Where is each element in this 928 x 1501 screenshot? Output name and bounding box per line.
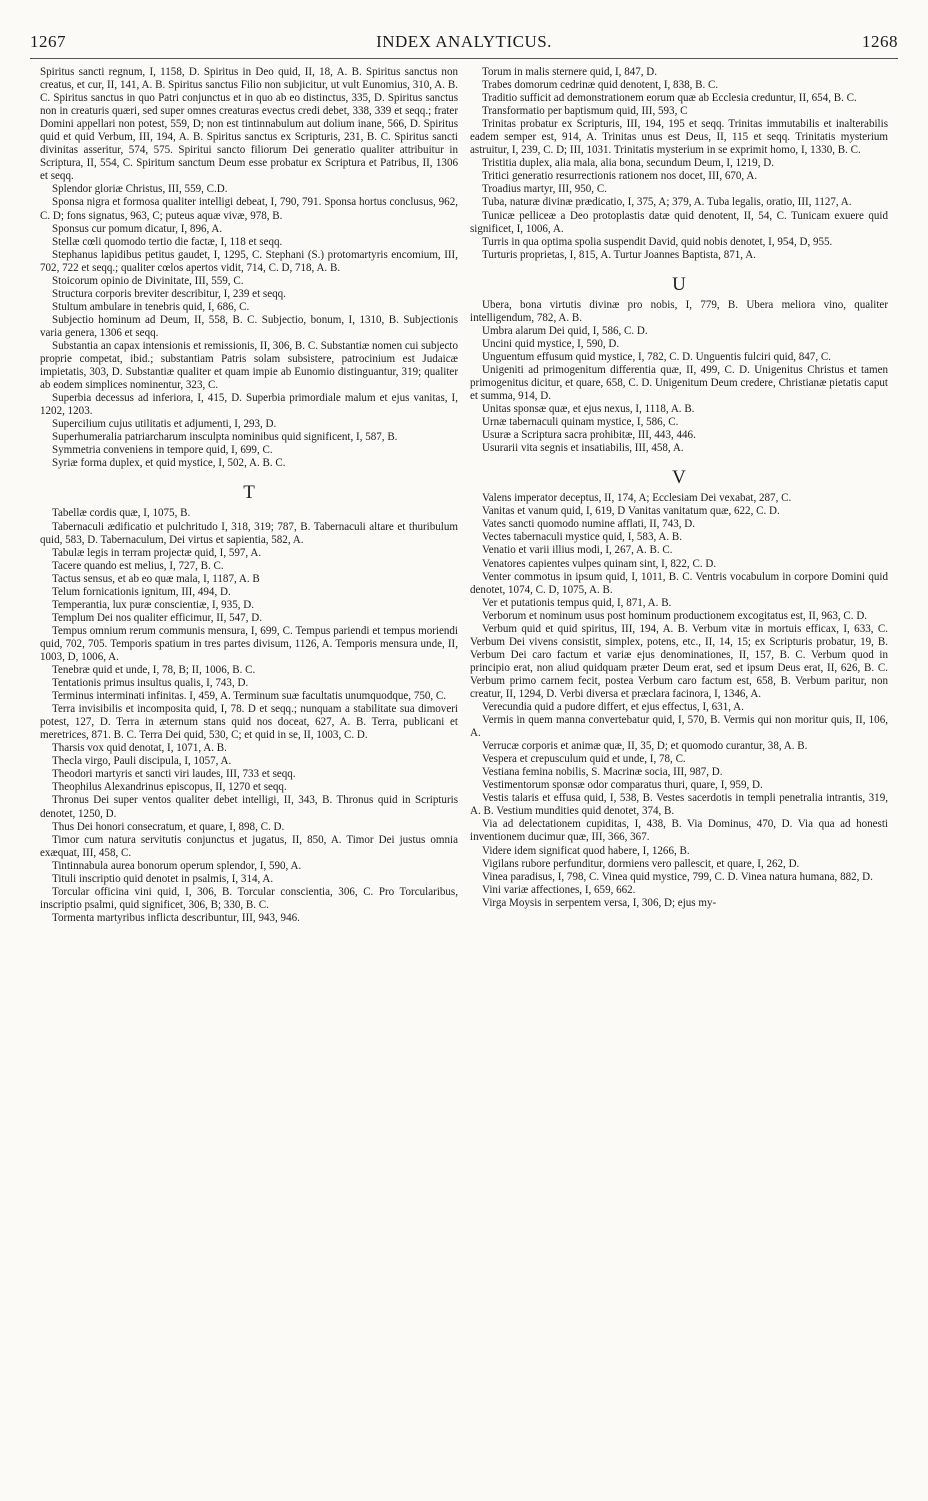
index-entry: Vanitas et vanum quid, I, 619, D Vanitas vanitatum quæ, 622, C. D. [482, 505, 780, 518]
index-entry: Theodori martyris et sancti viri laudes, III, 733 et seqq. [52, 768, 296, 781]
index-entry: Transformatio per baptismum quid, III, 593, C [482, 105, 688, 118]
index-entry: Thecla virgo, Pauli discipula, I, 1057, A. [52, 755, 232, 768]
index-entry: Vinea paradisus, I, 798, C. Vinea quid mystice, 799, C. D. Vinea natura humana, 882, D. [482, 870, 873, 883]
index-entry: Stellæ cœli quomodo tertio die factæ, I, 118 et seqq. [52, 235, 283, 248]
index-entry: Vini variæ affectiones, I, 659, 662. [482, 883, 636, 896]
index-entry: Vigilans rubore perfunditur, dormiens vero pallescit, et quare, I, 262, D. [482, 857, 800, 870]
index-entry: Superhumeralia patriarcharum insculpta nominibus quid significent, I, 587, B. [52, 431, 398, 444]
index-entry: Supercilium cujus utilitatis et adjumenti, I, 293, D. [52, 418, 277, 431]
index-entry: Terminus interminati infinitas. I, 459, A. Terminum suæ facultatis unumquodque, 750, C. [52, 690, 447, 703]
index-entry: Thronus Dei super ventos qualiter debet intelligi, II, 343, B. Thronus quid in Scripturis denotet, 1250, D. [40, 794, 458, 820]
index-entry: Trinitas probatur ex Scripturis, III, 194, 195 et seqq. Trinitas immutabilis et inalterabilis eadem semper est, 914, A. Trinitas unus est Deus, II, 115 et seqq. Trinitatis mysterium astruitur, I, 239, C. D; III, 1031. Trinitatis mysterium in se exprimit homo, I, 1330, B. C. [470, 118, 888, 157]
index-entry: Tabulæ legis in terram projectæ quid, I, 597, A. [52, 546, 262, 559]
index-entry: Vates sancti quomodo numine afflati, II, 743, D. [482, 518, 696, 531]
index-entry: Stoicorum opinio de Divinitate, III, 559, C. [52, 274, 244, 287]
index-entry: Verborum et nominum usus post hominum productionem excogitatus est, II, 963, C. D. [482, 609, 868, 622]
index-entry: Vestimentorum sponsæ odor comparatus thuri, quare, I, 959, D. [482, 779, 763, 792]
index-entry: Tritici generatio resurrectionis rationem nos docet, III, 670, A. [482, 170, 758, 183]
index-entry: Vestiana femina nobilis, S. Macrinæ socia, III, 987, D. [482, 766, 723, 779]
left-column [40, 66, 458, 1486]
index-entry: Vectes tabernaculi mystice quid, I, 583, A. B. [482, 531, 683, 544]
index-entry: Syriæ forma duplex, et quid mystice, I, 502, A. B. C. [52, 457, 286, 470]
section-letter: V [672, 467, 686, 489]
section-letter: U [672, 273, 686, 295]
index-entry: Usurarii vita segnis et insatiabilis, III, 458, A. [482, 442, 684, 455]
index-entry: Subjectio hominum ad Deum, II, 558, B. C. Subjectio, bonum, I, 1310, B. Subjectionis varia genera, 1306 et seqq. [40, 313, 458, 339]
index-entry: Tuba, naturæ divinæ prædicatio, I, 375, A; 379, A. Tuba legalis, oratio, III, 1127, A. [482, 196, 852, 209]
index-entry: Torcular officina vini quid, I, 306, B. Torcular conscientia, 306, C. Pro Torcularibus, inscriptio psalmi, quid significet, 306, B; 330, B. C. [40, 885, 458, 911]
index-entry: Unguentum effusum quid mystice, I, 782, C. D. Unguentis fulciri quid, 847, C. [482, 350, 831, 363]
section-spacer [470, 455, 888, 463]
index-entry: Venter commotus in ipsum quid, I, 1011, B. C. Ventris vocabulum in corpore Domini quid denotet, 1074, C. D, 1075, A. B. [470, 570, 888, 596]
index-entry: Urnæ tabernaculi quinam mystice, I, 586, C. [482, 416, 679, 429]
index-entry: Vestis talaris et effusa quid, I, 538, B. Vestes sacerdotis in templi penetralia intrantis, 319, A. B. Vestium mundities quid denotet, 374, B. [470, 792, 888, 818]
index-entry: Splendor gloriæ Christus, III, 559, C.D. [52, 183, 228, 196]
index-entry: Stephanus lapidibus petitus gaudet, I, 1295, C. Stephani (S.) protomartyris encomium, III, 702, 722 et seqq.; qualiter cœlos apertos vidit, 714, C. D, 718, A. B. [40, 248, 458, 274]
index-entry: Structura corporis breviter describitur, I, 239 et seqq. [52, 287, 286, 300]
index-entry: Stultum ambulare in tenebris quid, I, 686, C. [52, 300, 250, 313]
index-entry: Timor cum natura servitutis conjunctus et jugatus, II, 850, A. Timor Dei justus omnia exæquat, III, 458, C. [40, 833, 458, 859]
index-entry: Temperantia, lux puræ conscientiæ, I, 935, D. [52, 598, 255, 611]
index-entry: Tintinnabula aurea bonorum operum splendor, I, 590, A. [52, 859, 302, 872]
index-entry: Sponsa nigra et formosa qualiter intelligi debeat, I, 790, 791. Sponsa hortus conclusus, 962, C. D; fons signatus, 963, C; puteus aquæ vivæ, 978, B. [40, 196, 458, 222]
right-page-number: 1268 [862, 32, 898, 51]
index-entry: Tunicæ pelliceæ a Deo protoplastis datæ quid denotent, II, 54, C. Tunicam exuere quid significet, I, 1006, A. [470, 209, 888, 235]
index-entry: Ubera, bona virtutis divinæ pro nobis, I, 779, B. Ubera meliora vino, qualiter intelligendum, 782, A. B. [470, 298, 888, 324]
index-entry: Troadius martyr, III, 950, C. [482, 183, 607, 196]
index-entry: Tenebræ quid et unde, I, 78, B; II, 1006, B. C. [52, 664, 256, 677]
index-entry: Substantia an capax intensionis et remissionis, II, 306, B. C. Substantiæ nomen cui subjecto proprie competat, ibid.; substantiam Patris solam subsistere, patrocinium est Judaicæ impietatis, 303, D. Substantiæ qualiter et quam impie ab Eunomio distinguantur, 319; qualiter ab eodem simplices nominentur, 323, C. [40, 339, 458, 392]
index-entry: Tituli inscriptio quid denotet in psalmis, I, 314, A. [52, 872, 274, 885]
right-column [470, 66, 888, 1486]
index-entry: Vermis in quem manna convertebatur quid, I, 570, B. Vermis qui non moritur quis, II, 106, A. [470, 714, 888, 740]
index-entry: Usuræ a Scriptura sacra prohibitæ, III, 443, 446. [482, 429, 696, 442]
index-entry: Tempus omnium rerum communis mensura, I, 699, C. Tempus pariendi et tempus moriendi quid, 702, 705. Temporis spatium in tres partes divisum, 1126, A. Temporis mensura unde, II, 1003, D, 1006, A. [40, 624, 458, 663]
index-entry: Traditio sufficit ad demonstrationem eorum quæ ab Ecclesia creduntur, II, 654, B. C. [482, 92, 857, 105]
index-entry: Superbia decessus ad inferiora, I, 415, D. Superbia primordiale malum et ejus vanitas, I, 1202, 1203. [40, 392, 458, 418]
left-page-number: 1267 [30, 32, 66, 51]
index-entry: Thus Dei honori consecratum, et quare, I, 898, C. D. [52, 820, 285, 833]
section-spacer [470, 262, 888, 270]
index-entry: Verrucæ corporis et animæ quæ, II, 35, D; et quomodo curantur, 38, A. B. [482, 740, 808, 753]
index-entry: Unigeniti ad primogenitum differentia quæ, II, 499, C. D. Unigenitus Christus et tamen primogenitus dicitur, et quare, 658, C. D. Unigenitum Deum credere, Christianæ pietatis caput et summa, 914, D. [470, 363, 888, 403]
index-entry: Telum fornicationis ignitum, III, 494, D. [52, 585, 231, 598]
index-entry: Tabernaculi ædificatio et pulchritudo I, 318, 319; 787, B. Tabernaculi altare et thuribulum quid, 583, D. Tabernaculum, Dei virtus et sapientia, 582, A. [40, 520, 458, 546]
index-entry: Tormenta martyribus inflicta describuntur, III, 943, 946. [52, 911, 300, 924]
index-entry: Tactus sensus, et ab eo quæ mala, I, 1187, A. B [52, 572, 260, 585]
index-entry: Turris in qua optima spolia suspendit David, quid nobis denotet, I, 954, D, 955. [482, 235, 833, 248]
index-entry: Theophilus Alexandrinus episcopus, II, 1270 et seqq. [52, 781, 287, 794]
index-entry: Uncini quid mystice, I, 590, D. [482, 337, 620, 350]
index-entry: Spiritus sancti regnum, I, 1158, D. Spiritus in Deo quid, II, 18, A. B. Spiritus sanctus non creatus, et cur, II, 141, A. B. Spiritus sanctus Filio non subjicitur, ut vult Eunomius, 310, A. B. C. Spiritus sanctus in quo Patri conjunctus et in quo ab eo distinctus, 335, D. Spiritus sanctus non in creaturis quæri, sed super omnes creaturas evectus credi debet, 338, 339 et seqq.; frater Domini appellari non potest, 559, D; non est tintinnabulum aut dolium inane, 566, D. Spiritus quid et quid Verbum, III, 194, A. B. Spiritus sanctus ex Scripturis, 231, B. C. Spiritus sancti divinitas asseritur, 574, 575. Spiritui sancto filiorum Dei generatio qualiter attribuitur in Scriptura, II, 554, C. Spiritum sanctum Deum esse probatur ex Scriptura et Patribus, II, 1306 et seqq. [40, 66, 458, 183]
index-entry: Trabes domorum cedrinæ quid denotent, I, 838, B. C. [482, 79, 719, 92]
index-entry: Valens imperator deceptus, II, 174, A; Ecclesiam Dei vexabat, 287, C. [482, 492, 792, 505]
index-entry: Videre idem significat quod habere, I, 1266, B. [482, 844, 690, 857]
index-entry: Symmetria conveniens in tempore quid, I, 699, C. [52, 444, 273, 457]
index-entry: Terra invisibilis et incomposita quid, I, 78. D et seqq.; nunquam a stabilitate sua dimoveri potest, 127, D. Terra in æternum stans quid nos doceat, 627, A. B. Terra, publicani et meretrices, 871. B. C. Terra Dei quid, 530, C; et quid in se, II, 1003, C. D. [40, 703, 458, 742]
index-entry: Venatio et varii illius modi, I, 267, A. B. C. [482, 544, 673, 557]
section-spacer [40, 470, 458, 478]
index-entry: Via ad delectationem cupiditas, I, 438, B. Via Dominus, 470, D. Via qua ad honesti inventionem ducimur quæ, III, 366, 367. [470, 818, 888, 844]
index-entry: Torum in malis sternere quid, I, 847, D. [482, 66, 658, 78]
index-entry: Verecundia quid a pudore differt, et ejus effectus, I, 631, A. [482, 701, 744, 714]
index-entry: Turturis proprietas, I, 815, A. Turtur Joannes Baptista, 871, A. [482, 248, 756, 261]
index-entry: Vespera et crepusculum quid et unde, I, 78, C. [482, 753, 686, 766]
index-entry: Tristitia duplex, alia mala, alia bona, secundum Deum, I, 1219, D. [482, 157, 774, 170]
index-entry: Ver et putationis tempus quid, I, 871, A. B. [482, 596, 672, 609]
index-entry: Virga Moysis in serpentem versa, I, 306, D; ejus my- [482, 896, 717, 909]
index-entry: Venatores capientes vulpes quinam sint, I, 822, C. D. [482, 557, 717, 570]
index-entry: Tacere quando est melius, I, 727, B. C. [52, 559, 224, 572]
index-entry: Verbum quid et quid spiritus, III, 194, A. B. Verbum vitæ in mortuis efficax, I, 633, C. Verbum Dei vivens consistit, simplex, potens, etc., II, 14, 15; ex Scripturis probatur, 19, B. Verbum Dei caro factum et variæ ejus denominationes, II, 157, B. C. Verbum quod in principio erat, non aliud quidquam præter Deum erat, sed et ipsum Deus erat, II, 626, B. C. Verbum primo carnem fecit, postea Verbum caro factum est, 658, B. Verbum paritur, non creatur, II, 1294, D. Verbi diversa et præclara facinora, I, 1346, A. [470, 622, 888, 700]
section-letter: T [243, 482, 255, 504]
index-entry: Tabellæ cordis quæ, I, 1075, B. [52, 507, 191, 520]
running-header [30, 32, 898, 59]
index-entry: Tentationis primus insultus qualis, I, 743, D. [52, 677, 249, 690]
index-entry: Umbra alarum Dei quid, I, 586, C. D. [482, 324, 648, 337]
index-entry: Templum Dei nos qualiter efficimur, II, 547, D. [52, 611, 262, 624]
index-entry: Sponsus cur pomum dicatur, I, 896, A. [52, 222, 223, 235]
index-entry: Tharsis vox quid denotat, I, 1071, A. B. [52, 742, 227, 755]
index-entry: Unitas sponsæ quæ, et ejus nexus, I, 1118, A. B. [482, 403, 695, 416]
page-title: INDEX ANALYTICUS. [376, 32, 552, 51]
